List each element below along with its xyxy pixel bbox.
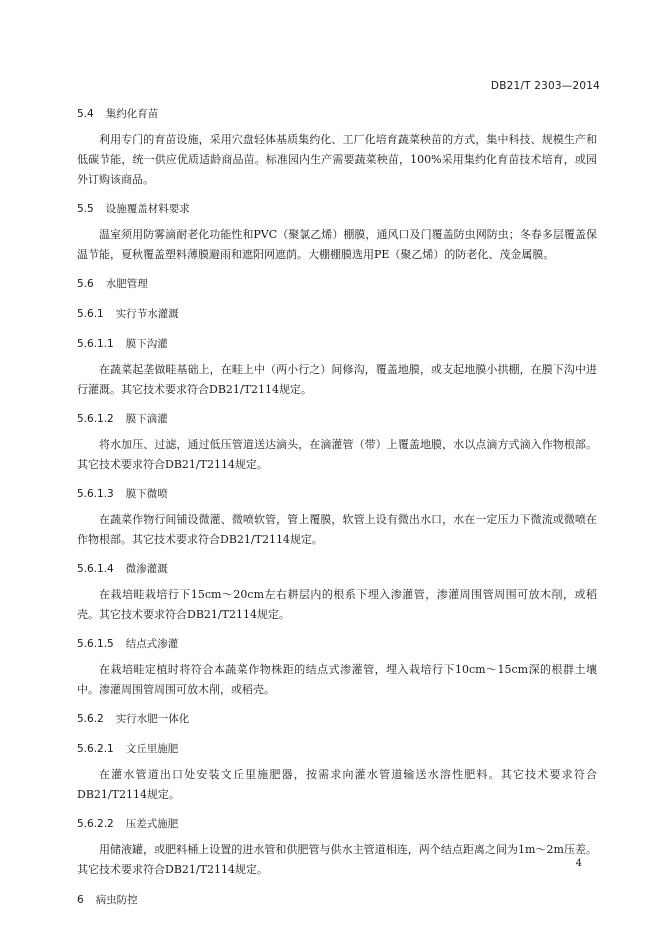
section-title: 实行水肥一体化 — [115, 713, 190, 725]
section-title: 膜下沟灌 — [125, 338, 168, 350]
section-number: 5.6.1.3 — [77, 488, 114, 500]
section-title: 实行节水灌溉 — [115, 308, 179, 320]
section-number: 5.5 — [77, 203, 94, 215]
section-paragraph: 用储液罐，或肥料桶上设置的进水管和供肥管与供水主管道相连，两个结点距离之间为1m～2m压差。其它技术要求符合DB21/T2114规定。 — [77, 843, 597, 876]
section-paragraph: 在栽培畦定植时将符合本蔬菜作物株距的结点式渗灌管，埋入栽培行下10cm～15cm深的根群土壤中。渗灌周围管周围可放木削，或稻壳。 — [77, 663, 597, 696]
document-body — [77, 94, 597, 908]
section-heading — [77, 106, 597, 122]
section-heading — [77, 636, 597, 652]
section-title: 病虫防控 — [95, 894, 138, 906]
section-number: 5.6.1.1 — [77, 338, 114, 350]
section-title: 膜下微喷 — [125, 488, 168, 500]
section-number: 5.6.1 — [77, 308, 104, 320]
section-heading — [77, 561, 597, 577]
section-title: 文丘里施肥 — [125, 743, 179, 755]
section-number: 5.6.2 — [77, 713, 104, 725]
section-paragraph: 在灌水管道出口处安装文丘里施肥器，按需求向灌水管道输送水溶性肥料。其它技术要求符合DB21/T2114规定。 — [77, 768, 597, 801]
section-heading — [77, 411, 597, 427]
document-code: DB21/T 2303—2014 — [490, 80, 600, 92]
section-title: 压差式施肥 — [125, 818, 179, 830]
section-number: 5.6.2.2 — [77, 818, 114, 830]
section-number: 5.6.1.4 — [77, 563, 114, 575]
chapter-heading — [77, 892, 597, 908]
section-heading — [77, 741, 597, 757]
section-title: 设施覆盖材料要求 — [105, 203, 190, 215]
section-heading — [77, 276, 597, 292]
section-number: 5.6.1.5 — [77, 638, 114, 650]
section-number: 5.6.1.2 — [77, 413, 114, 425]
section-title: 集约化育苗 — [105, 108, 159, 120]
section-title: 结点式渗灌 — [125, 638, 179, 650]
section-heading — [77, 336, 597, 352]
section-number: 6 — [77, 894, 84, 906]
section-paragraph: 在蔬菜作物行间铺设微灌、微喷软管，管上覆膜，软管上设有微出水口，水在一定压力下微流或微喷在作物根部。其它技术要求符合DB21/T2114规定。 — [77, 513, 597, 546]
section-heading — [77, 306, 597, 322]
section-paragraph: 温室须用防雾滴耐老化功能性和PVC（聚氯乙烯）棚膜，通风口及门覆盖防虫网防虫；冬春多层覆盖保温节能，夏秋覆盖塑料薄膜避雨和遮阳网遮荫。大棚棚膜选用PE（聚乙烯）的防老化、茂金属膜。 — [77, 228, 597, 261]
section-title: 膜下滴灌 — [125, 413, 168, 425]
section-number: 5.4 — [77, 108, 94, 120]
section-number: 5.6 — [77, 278, 94, 290]
page-number: 4 — [575, 858, 582, 869]
section-paragraph: 利用专门的育苗设施，采用穴盘轻体基质集约化、工厂化培育蔬菜秧苗的方式，集中科技、规模生产和低碳节能，统一供应优质适龄商品苗。标准园内生产需要蔬菜秧苗，100%采用集约化育苗技术培育，或园外订购该商品。 — [77, 133, 597, 186]
section-heading — [77, 711, 597, 727]
section-paragraph: 将水加压、过滤，通过低压管道送达滴头，在滴灌管（带）上覆盖地膜，水以点滴方式滴入作物根部。其它技术要求符合DB21/T2114规定。 — [77, 438, 597, 471]
section-heading — [77, 201, 597, 217]
section-title: 水肥管理 — [105, 278, 148, 290]
section-heading — [77, 816, 597, 832]
section-number: 5.6.2.1 — [77, 743, 114, 755]
section-paragraph: 在栽培畦栽培行下15cm～20cm左右耕层内的根系下埋入渗灌管，渗灌周围管周围可放木削，或稻壳。其它技术要求符合DB21/T2114规定。 — [77, 588, 597, 621]
section-paragraph: 在蔬菜起垄做畦基础上，在畦上中（两小行之）间修沟，覆盖地膜，或支起地膜小拱棚，在膜下沟中进行灌溉。其它技术要求符合DB21/T2114规定。 — [77, 363, 597, 396]
section-title: 微渗灌溉 — [125, 563, 168, 575]
section-heading — [77, 486, 597, 502]
